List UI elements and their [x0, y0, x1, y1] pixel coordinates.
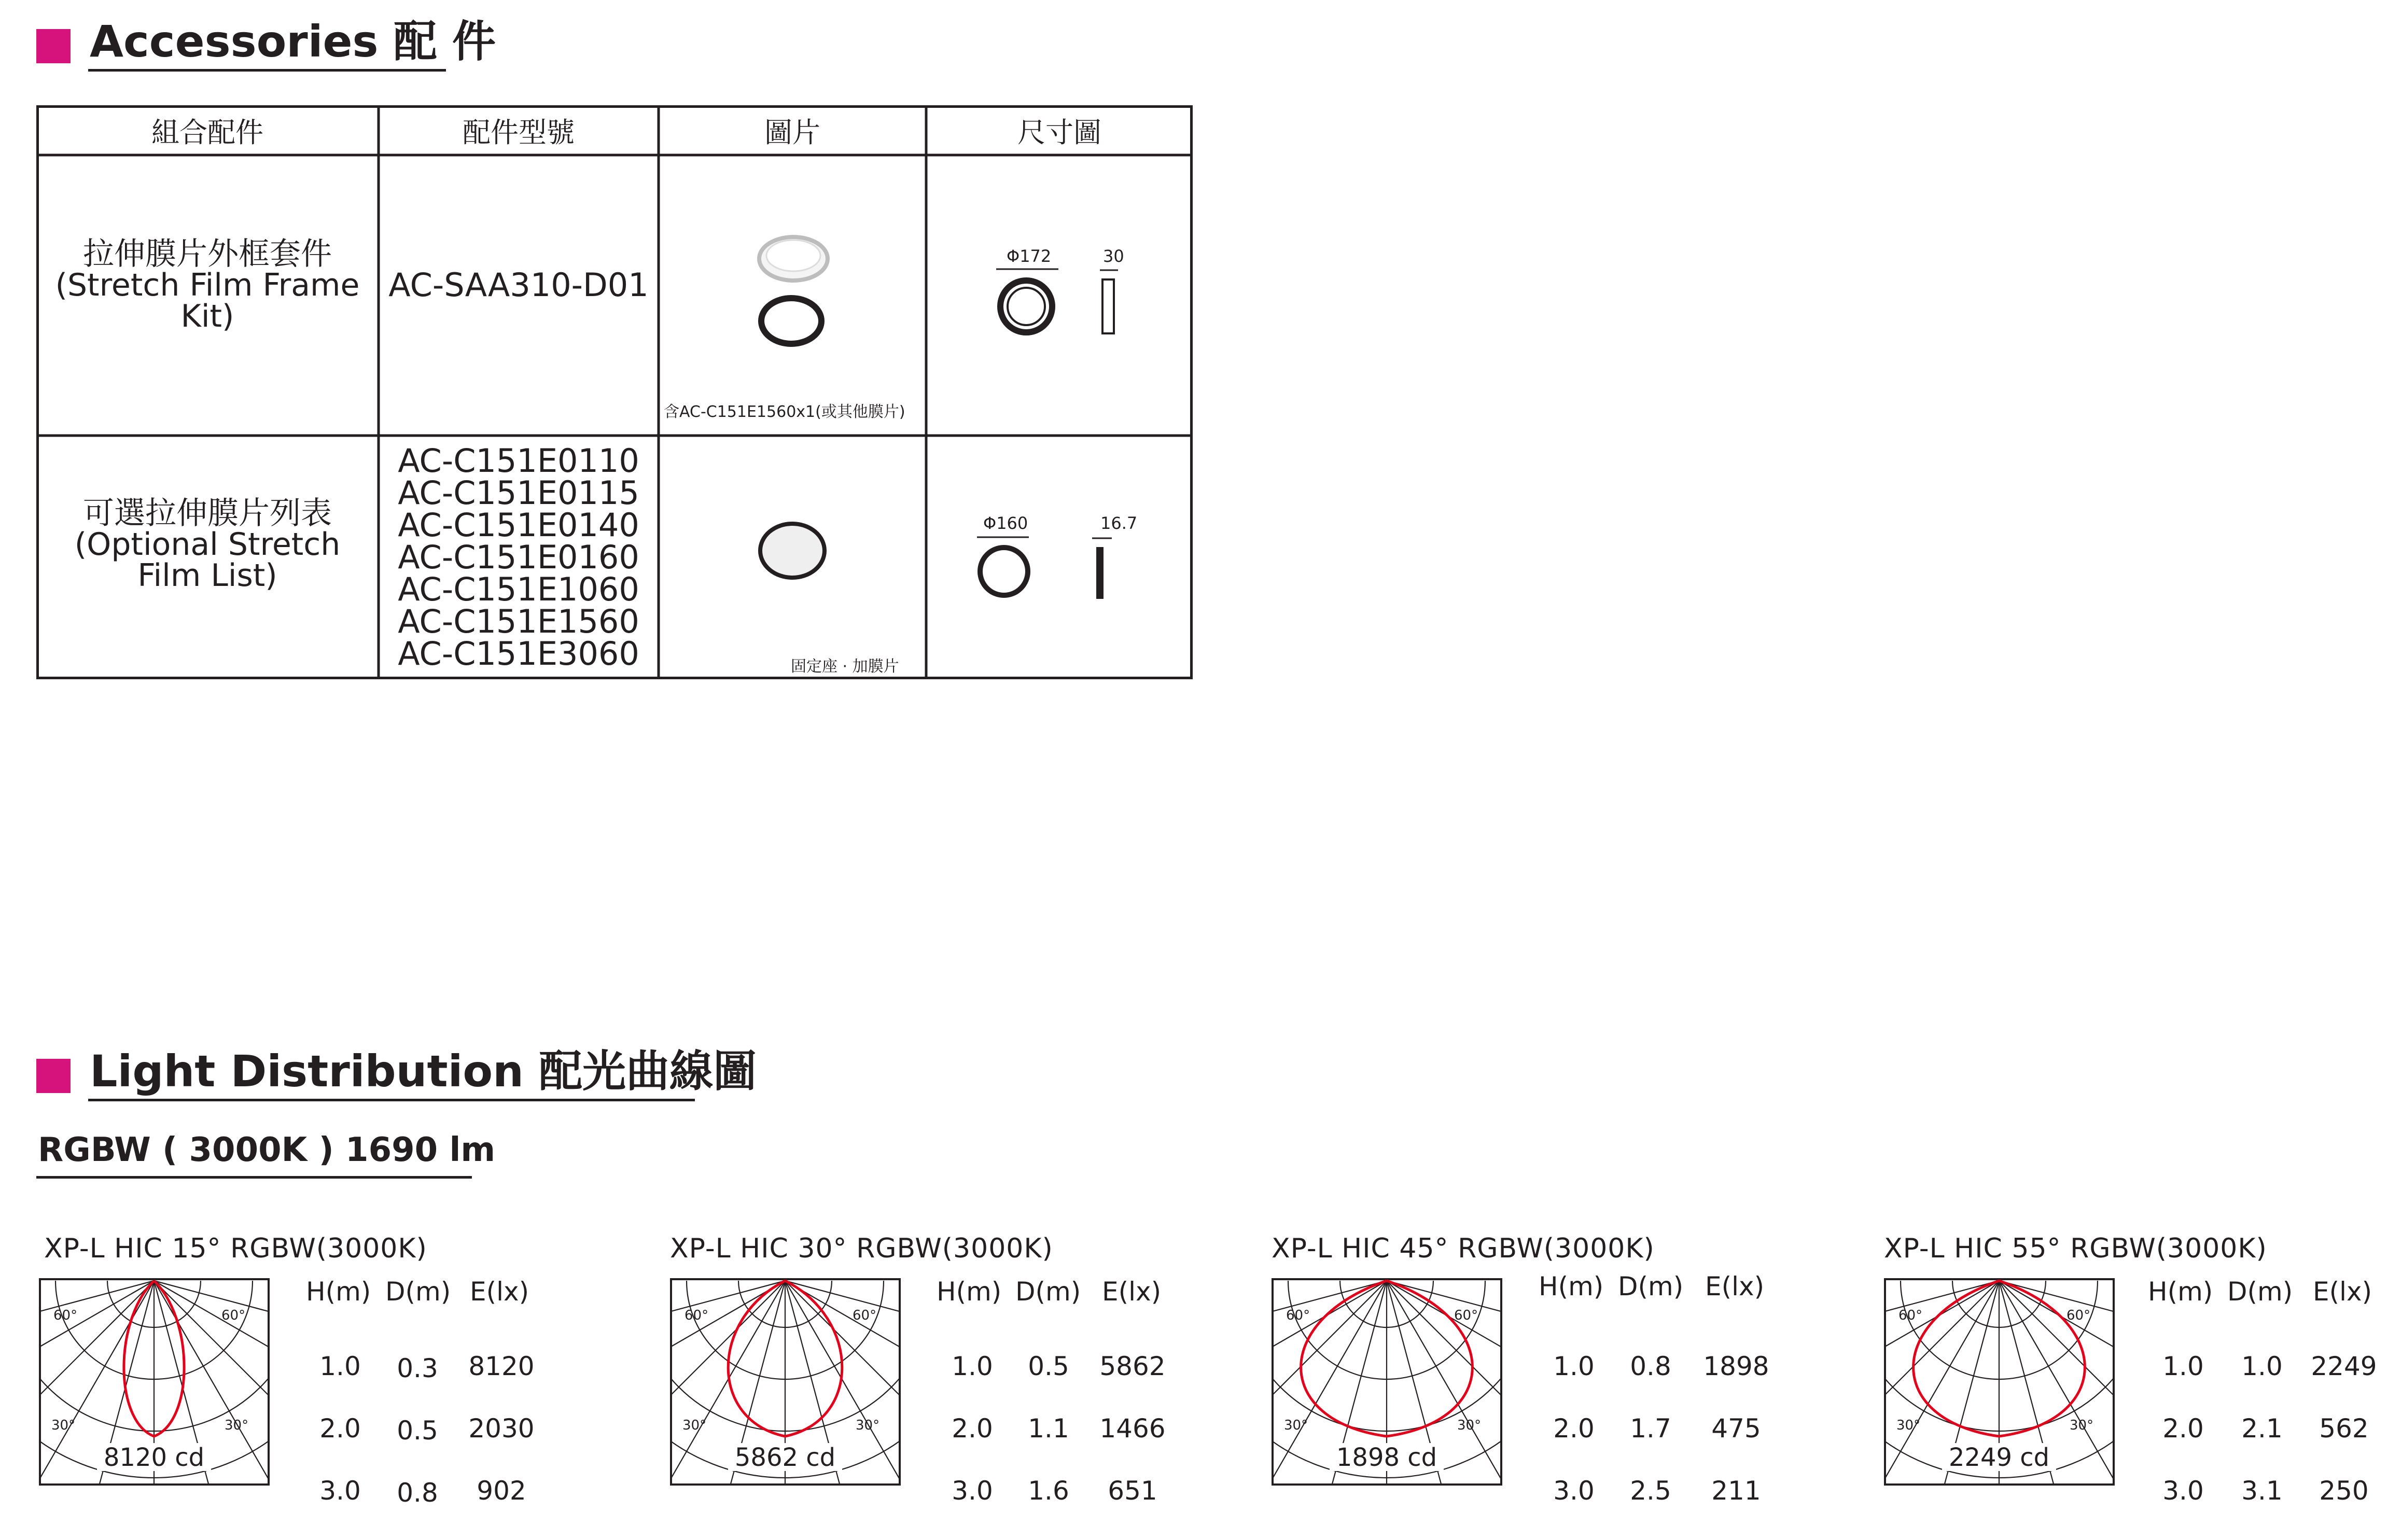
table-cell: 211 — [1711, 1476, 1761, 1506]
table-cell: 1.0 — [2162, 1351, 2204, 1381]
column-header-h: H(m) — [2148, 1277, 2213, 1307]
table-cell: 3.0 — [1553, 1476, 1595, 1506]
row-1-name-en: (Stretch Film Frame Kit) — [55, 267, 360, 334]
column-header-h: H(m) — [937, 1277, 1002, 1307]
table-cell: 2.0 — [1553, 1413, 1595, 1444]
table-cell: 1.6 — [1028, 1476, 1069, 1506]
frame-kit-drawing — [926, 155, 1193, 436]
model-item: AC-C151E0140 — [398, 506, 639, 544]
table-cell: 250 — [2319, 1476, 2369, 1506]
model-item: AC-C151E1060 — [398, 570, 639, 608]
table-row-2-dimension — [926, 436, 1193, 679]
angle-label: 60° — [53, 1308, 78, 1323]
table-row-2-picture — [659, 436, 926, 679]
panel-title: XP-L HIC 15° RGBW(3000K) — [44, 1233, 427, 1264]
polar-diagram — [1884, 1278, 2115, 1486]
panel-title: XP-L HIC 45° RGBW(3000K) — [1272, 1233, 1655, 1264]
angle-label: 30° — [856, 1418, 880, 1433]
table-row-1-model: AC-SAA310-D01 — [388, 265, 649, 304]
table-cell: 3.0 — [952, 1476, 993, 1506]
table-cell: 2030 — [468, 1413, 535, 1444]
table-cell: 0.5 — [397, 1416, 438, 1446]
table-cell: 3.1 — [2241, 1476, 2283, 1506]
table-cell: 3.0 — [2162, 1476, 2204, 1506]
row-1-dim-diameter: Φ172 — [1007, 246, 1052, 266]
angle-label: 60° — [1286, 1308, 1310, 1323]
model-item: AC-C151E1560 — [398, 603, 639, 640]
table-cell: 0.8 — [1630, 1351, 1671, 1381]
angle-label: 30° — [1896, 1418, 1921, 1433]
light-distribution-heading: Light Distribution 配光曲線圖 — [90, 1046, 757, 1097]
table-row-1-dimension — [926, 155, 1193, 436]
angle-label: 30° — [2070, 1418, 2094, 1433]
row-2-name-en-1: (Optional Stretch — [74, 526, 341, 563]
table-cell: 8120 — [468, 1351, 535, 1381]
table-cell: 2.0 — [319, 1413, 361, 1444]
column-header-h: H(m) — [1539, 1271, 1604, 1301]
table-row-1-name — [36, 155, 379, 436]
polar-spoke — [1387, 1281, 1502, 1449]
panel-title: XP-L HIC 55° RGBW(3000K) — [1884, 1233, 2267, 1264]
table-cell: 3.0 — [319, 1476, 361, 1506]
table-cell: 1.0 — [1553, 1351, 1595, 1381]
polar-diagram — [670, 1278, 901, 1486]
angle-label: 30° — [1457, 1418, 1482, 1433]
angle-label: 60° — [853, 1308, 877, 1323]
polar-diagram — [1272, 1278, 1502, 1486]
table-cell: 1.7 — [1630, 1413, 1671, 1444]
row-2-dim-diameter: Φ160 — [983, 513, 1028, 533]
table-header-picture: 圖片 — [764, 116, 820, 149]
table-cell: 0.5 — [1028, 1351, 1069, 1381]
table-cell: 0.8 — [397, 1478, 438, 1508]
stretch-film-drawing — [926, 436, 1193, 679]
accessories-table — [36, 105, 1193, 679]
angle-label: 60° — [221, 1308, 246, 1323]
table-cell: 1.0 — [2241, 1351, 2283, 1381]
accessories-heading-underline — [88, 69, 446, 72]
row-2-name-en-2: Film List) — [137, 557, 277, 594]
column-header-d: D(m) — [1015, 1277, 1081, 1307]
table-cell: 2249 — [2311, 1351, 2377, 1381]
angle-label: 30° — [225, 1418, 249, 1433]
section-marker — [36, 29, 71, 63]
peak-intensity-label: 8120 cd — [103, 1443, 205, 1472]
table-row-2-name — [36, 436, 379, 679]
model-item: AC-C151E0110 — [398, 442, 639, 480]
angle-label: 30° — [682, 1418, 707, 1433]
column-header-e: E(lx) — [2313, 1277, 2372, 1307]
table-cell: 2.1 — [2241, 1413, 2283, 1444]
table-row-1-picture — [659, 155, 926, 436]
row-1-dim-height: 30 — [1103, 246, 1124, 266]
table-header-combo: 組合配件 — [151, 116, 263, 149]
stretch-film-image — [659, 436, 926, 679]
row-2-image-caption: 固定座 · 加膜片 — [791, 657, 899, 676]
angle-label: 60° — [1898, 1308, 1923, 1323]
table-cell: 651 — [1108, 1476, 1157, 1506]
lumen-subheading-underline — [36, 1176, 472, 1179]
table-cell: 1.0 — [952, 1351, 993, 1381]
table-cell: 1.1 — [1028, 1413, 1069, 1444]
table-row-2-models — [379, 436, 659, 679]
angle-label: 60° — [1454, 1308, 1478, 1323]
peak-intensity-label: 2249 cd — [1948, 1443, 2050, 1472]
table-header-model: 配件型號 — [463, 116, 575, 149]
column-header-d: D(m) — [2227, 1277, 2293, 1307]
row-1-image-caption: 含AC-C151E1560x1(或其他膜片) — [664, 403, 905, 421]
accessories-heading: Accessories 配 件 — [90, 16, 496, 67]
table-cell: 562 — [2319, 1413, 2369, 1444]
section-marker — [36, 1059, 71, 1093]
lumen-subheading: RGBW ( 3000K ) 1690 lm — [38, 1131, 496, 1169]
row-2-dim-height: 16.7 — [1100, 513, 1138, 533]
polar-spoke — [1999, 1281, 2115, 1449]
angle-label: 30° — [51, 1418, 76, 1433]
row-2-name-zh: 可選拉伸膜片列表 — [83, 495, 332, 531]
table-cell: 1.0 — [319, 1351, 361, 1381]
frame-kit-image — [659, 155, 926, 436]
table-header-dimension: 尺寸圖 — [1017, 116, 1101, 149]
column-header-d: D(m) — [1618, 1271, 1684, 1301]
angle-label: 60° — [685, 1308, 709, 1323]
polar-diagram — [39, 1278, 270, 1486]
table-cell: 0.3 — [397, 1353, 438, 1383]
row-1-name-zh: 拉伸膜片外框套件 — [83, 235, 332, 272]
column-header-e: E(lx) — [470, 1277, 529, 1307]
table-cell: 475 — [1711, 1413, 1761, 1444]
table-cell: 5862 — [1099, 1351, 1166, 1381]
table-cell: 2.5 — [1630, 1476, 1671, 1506]
column-header-e: E(lx) — [1102, 1277, 1162, 1307]
table-cell: 1898 — [1703, 1351, 1769, 1381]
light-distribution-heading-underline — [88, 1099, 695, 1101]
column-header-h: H(m) — [306, 1277, 371, 1307]
panel-title: XP-L HIC 30° RGBW(3000K) — [670, 1233, 1053, 1264]
model-item: AC-C151E0160 — [398, 538, 639, 576]
column-header-e: E(lx) — [1705, 1271, 1765, 1301]
table-cell: 1466 — [1099, 1413, 1166, 1444]
peak-intensity-label: 5862 cd — [734, 1443, 836, 1472]
table-cell: 2.0 — [952, 1413, 993, 1444]
column-header-d: D(m) — [385, 1277, 451, 1307]
angle-label: 60° — [2066, 1308, 2091, 1323]
table-cell: 2.0 — [2162, 1413, 2204, 1444]
angle-label: 30° — [1284, 1418, 1308, 1433]
table-cell: 902 — [477, 1476, 526, 1506]
model-item: AC-C151E3060 — [398, 635, 639, 673]
peak-intensity-label: 1898 cd — [1336, 1443, 1437, 1472]
model-item: AC-C151E0115 — [398, 474, 639, 512]
